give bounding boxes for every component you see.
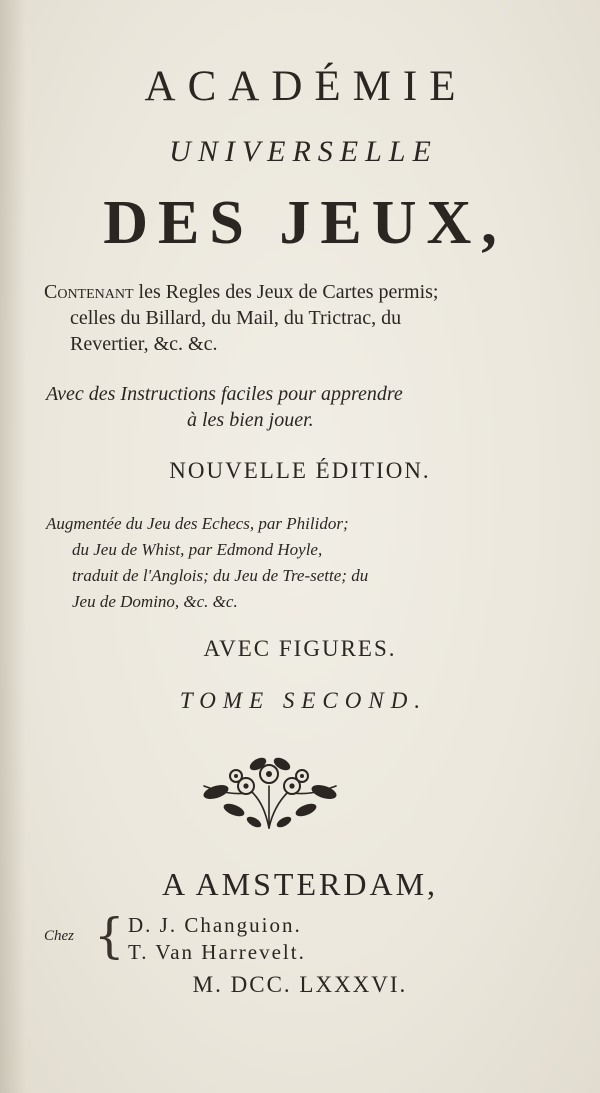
brace-icon: { — [94, 908, 125, 964]
imprint-city: A AMSTERDAM, — [161, 866, 439, 902]
imprint-publisher-1: D. J. Changuion. — [128, 913, 302, 937]
augmentation-line-1: Augmentée du Jeu des Echecs, par Philidor; — [46, 514, 349, 533]
content-line-2: celles du Billard, du Mail, du Trictrac, du — [70, 307, 402, 329]
augmentation-line-2: du Jeu de Whist, par Edmond Hoyle, — [72, 540, 323, 559]
content-line-1 — [44, 281, 438, 304]
title-des-jeux: DES JEUX, — [103, 189, 507, 257]
tome-heading: TOME SECOND. — [179, 688, 428, 713]
floral-ornament-icon — [196, 752, 342, 832]
imprint-chez: Chez — [44, 928, 74, 944]
content-line-3: Revertier, &c. &c. — [70, 333, 218, 355]
imprint-year: M. DCC. LXXXVI. — [192, 972, 408, 997]
edition-heading: NOUVELLE ÉDITION. — [169, 458, 431, 483]
content-line-1-text: les Regles des Jeux de Cartes permis; — [138, 281, 439, 303]
augmentation-line-4: Jeu de Domino, &c. &c. — [72, 592, 238, 611]
instructions-line-2: à les bien jouer. — [187, 409, 314, 431]
instructions-line-1: Avec des Instructions faciles pour apprendre — [46, 383, 403, 405]
augmentation-line-3: traduit de l'Anglois; du Jeu de Tre-sette; du — [72, 566, 369, 585]
figures-heading: AVEC FIGURES. — [203, 636, 397, 661]
title-academie: ACADÉMIE — [144, 63, 468, 110]
title-universelle: UNIVERSELLE — [169, 135, 438, 168]
content-lead: Contenant — [44, 281, 134, 303]
imprint-publisher-2: T. Van Harrevelt. — [128, 940, 306, 964]
